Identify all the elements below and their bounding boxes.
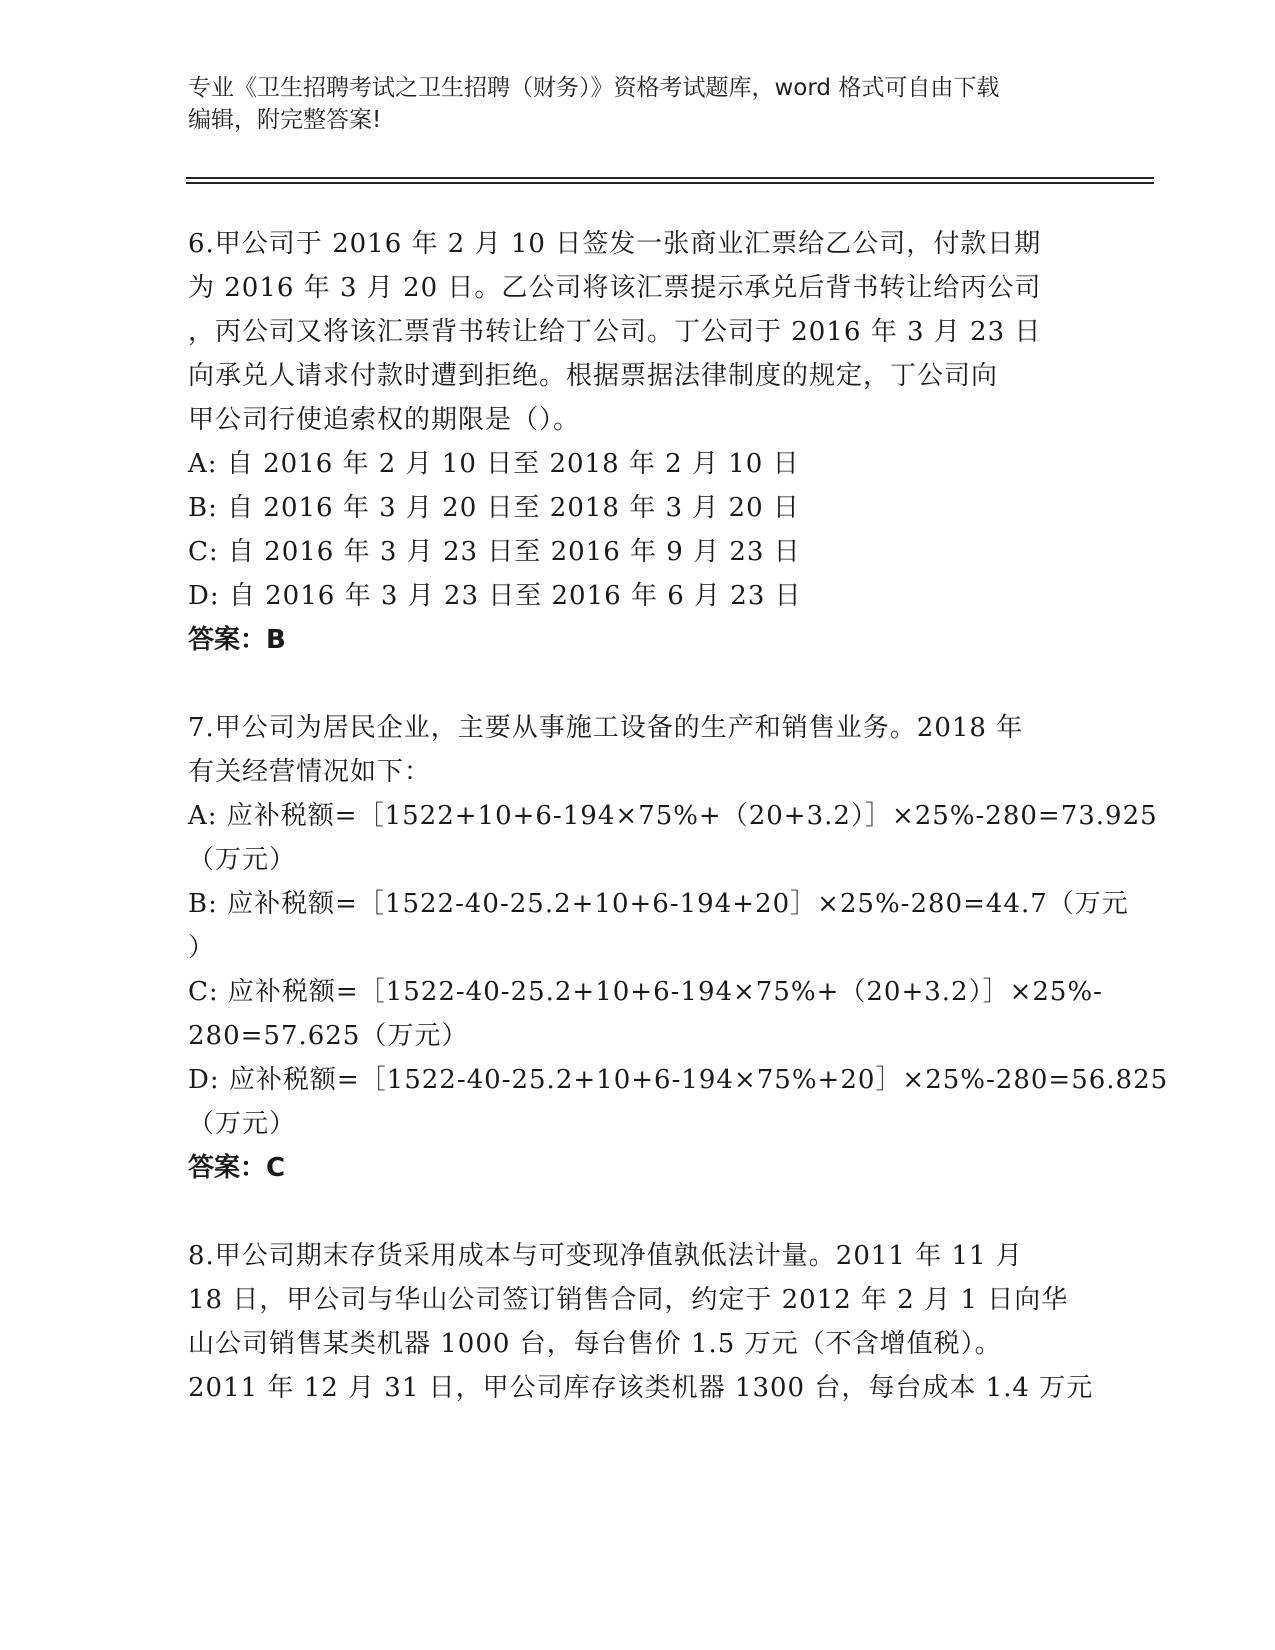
question-6-option-b: B: 自 2016 年 3 月 20 日至 2018 年 3 月 20 日	[188, 493, 800, 523]
question-7-answer: 答案：C	[188, 1153, 286, 1183]
question-7-option-c-cont: 280=57.625（万元）	[188, 1021, 469, 1051]
question-6-answer: 答案：B	[188, 625, 286, 655]
header-line-2: 编辑，附完整答案!	[188, 107, 382, 133]
question-7-option-d-cont: （万元）	[188, 1109, 297, 1139]
question-8-stem-line: 18 日，甲公司与华山公司签订销售合同，约定于 2012 年 2 月 1 日向华	[188, 1285, 1069, 1315]
header-rule-top	[186, 177, 1154, 179]
question-6-stem-line: 为 2016 年 3 月 20 日。乙公司将该汇票提示承兑后背书转让给丙公司	[188, 273, 1042, 303]
question-6-option-d: D: 自 2016 年 3 月 23 日至 2016 年 6 月 23 日	[188, 581, 802, 611]
question-7-option-b: B: 应补税额=［1522-40-25.2+10+6-194+20］×25%-280=44.7（万元	[188, 889, 1129, 919]
question-7-option-b-cont: ）	[188, 933, 216, 963]
question-7-option-c: C: 应补税额=［1522-40-25.2+10+6-194×75%+（20+3.2）］×25%-	[188, 977, 1103, 1007]
question-7-option-d: D: 应补税额=［1522-40-25.2+10+6-194×75%+20］×25%-280=56.825	[188, 1065, 1169, 1095]
question-7-option-a-cont: （万元）	[188, 845, 297, 875]
question-6-option-a: A: 自 2016 年 2 月 10 日至 2018 年 2 月 10 日	[188, 449, 800, 479]
header-rule-bottom	[186, 182, 1154, 184]
question-8-stem-line: 2011 年 12 月 31 日，甲公司库存该类机器 1300 台，每台成本 1.4 万元	[188, 1373, 1094, 1403]
header-line-1: 专业《卫生招聘考试之卫生招聘（财务）》资格考试题库，word 格式可自由下载	[188, 75, 1000, 101]
question-6-stem-line: 甲公司行使追索权的期限是（）。	[188, 405, 581, 435]
question-7-stem-line: 有关经营情况如下：	[188, 757, 432, 787]
document-header	[188, 72, 1078, 136]
question-8-stem-line: 8.甲公司期末存货采用成本与可变现净值孰低法计量。2011 年 11 月	[188, 1241, 1023, 1271]
question-7-option-a: A: 应补税额=［1522+10+6-194×75%+（20+3.2）］×25%-280=73.925	[188, 801, 1158, 831]
question-6-stem-line: ，丙公司又将该汇票背书转让给丁公司。丁公司于 2016 年 3 月 23 日	[188, 317, 1042, 347]
question-6-stem-line: 向承兑人请求付款时遭到拒绝。根据票据法律制度的规定，丁公司向	[188, 361, 999, 391]
question-7-stem-line: 7.甲公司为居民企业，主要从事施工设备的生产和销售业务。2018 年	[188, 713, 1024, 743]
question-6-stem-line: 6.甲公司于 2016 年 2 月 10 日签发一张商业汇票给乙公司，付款日期	[188, 229, 1042, 259]
question-6-option-c: C: 自 2016 年 3 月 23 日至 2016 年 9 月 23 日	[188, 537, 801, 567]
question-8-stem-line: 山公司销售某类机器 1000 台，每台售价 1.5 万元（不含增值税）。	[188, 1329, 1002, 1359]
